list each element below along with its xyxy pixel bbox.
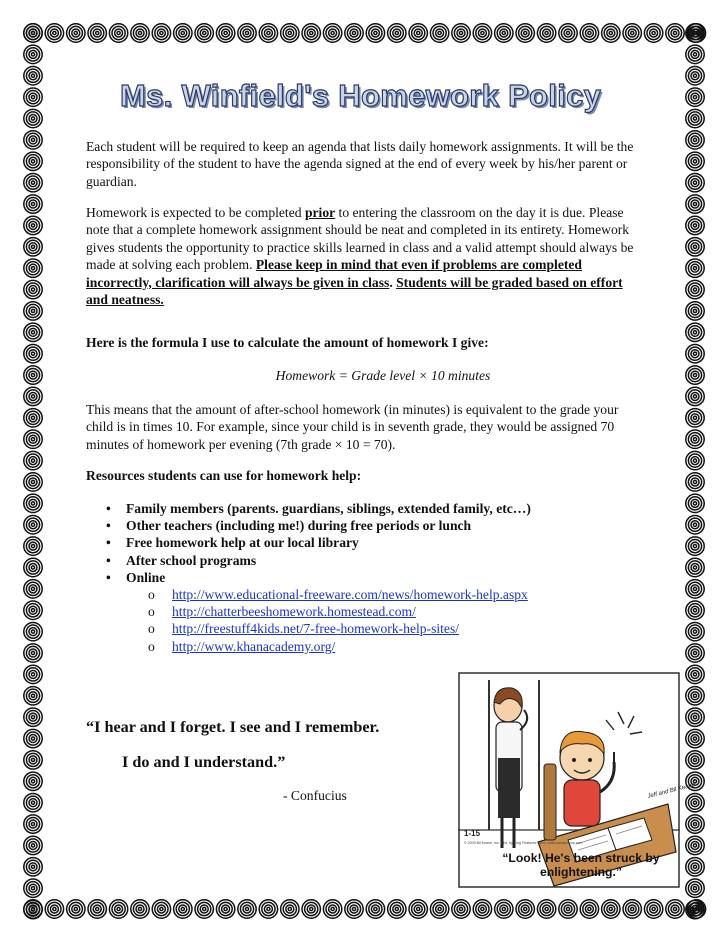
swirl-ornament — [24, 665, 42, 683]
swirl-ornament — [24, 879, 42, 897]
swirl-ornament — [602, 24, 620, 42]
swirl-ornament — [24, 302, 42, 320]
swirl-ornament — [24, 858, 42, 876]
link-freestuff4kids[interactable]: http://freestuff4kids.net/7-free-homework-help-sites/ — [172, 621, 460, 637]
formula-explanation-text: This means that the amount of after-school homework (in minutes) is equivalent to the grade your child is in times 10. For example, since your child is in seventh grade, they would be assigned 70 minutes of homework per evening (7th grade × 10 = 70). — [86, 402, 619, 452]
swirl-ornament — [24, 473, 42, 491]
swirl-border-top — [22, 22, 706, 44]
swirl-ornament — [366, 900, 384, 918]
list-item — [100, 552, 531, 569]
swirl-ornament — [388, 900, 406, 918]
swirl-ornament — [366, 24, 384, 42]
swirl-ornament — [302, 24, 320, 42]
swirl-ornament — [67, 24, 85, 42]
swirl-ornament — [24, 216, 42, 234]
homework-expectation-paragraph — [86, 204, 646, 308]
formula-intro — [86, 334, 646, 351]
swirl-ornament — [686, 537, 704, 555]
swirl-ornament — [24, 387, 42, 405]
swirl-ornament — [686, 302, 704, 320]
swirl-ornament — [686, 109, 704, 127]
resources-heading-text: Resources students can use for homework help: — [86, 468, 362, 483]
swirl-ornament — [24, 323, 42, 341]
swirl-ornament — [686, 793, 704, 811]
bullet-icon: • — [106, 535, 111, 551]
swirl-ornament — [24, 494, 42, 512]
swirl-ornament — [602, 900, 620, 918]
cartoon-copyright: © 2009 Bil Keane, Inc. Dist. by King Features Synd. www.familycircus.com — [464, 841, 583, 845]
swirl-ornament — [323, 900, 341, 918]
swirl-ornament — [666, 900, 684, 918]
swirl-ornament — [24, 580, 42, 598]
swirl-ornament — [24, 280, 42, 298]
link-educational-freeware[interactable]: http://www.educational-freeware.com/news/homework-help.aspx — [172, 587, 528, 603]
swirl-ornament — [24, 88, 42, 106]
swirl-ornament — [24, 793, 42, 811]
swirl-ornament — [24, 836, 42, 854]
swirl-ornament — [686, 580, 704, 598]
swirl-ornament — [409, 24, 427, 42]
swirl-border-left — [22, 22, 44, 920]
circle-bullet-icon: o — [148, 587, 155, 603]
swirl-ornament — [686, 815, 704, 833]
emphasis-period: . — [389, 274, 397, 290]
swirl-ornament — [24, 558, 42, 576]
swirl-ornament — [281, 24, 299, 42]
bullet-icon: • — [106, 501, 111, 516]
swirl-ornament — [686, 751, 704, 769]
swirl-ornament — [259, 900, 277, 918]
swirl-ornament — [686, 24, 704, 42]
link-chatterbees[interactable]: http://chatterbeeshomework.homestead.com/ — [172, 604, 416, 620]
swirl-ornament — [109, 24, 127, 42]
agenda-paragraph — [86, 138, 646, 190]
agenda-text: Each student will be required to keep an agenda that lists daily homework assignments. It will be the responsibility of the student to have the agenda signed at the end of every week by his/her parent or guardian. — [86, 139, 634, 189]
swirl-ornament — [24, 451, 42, 469]
swirl-ornament — [666, 24, 684, 42]
swirl-ornament — [516, 900, 534, 918]
swirl-ornament — [559, 900, 577, 918]
swirl-ornament — [686, 687, 704, 705]
swirl-ornament — [345, 900, 363, 918]
swirl-ornament — [24, 45, 42, 63]
swirl-ornament — [24, 195, 42, 213]
swirl-ornament — [409, 900, 427, 918]
swirl-ornament — [686, 665, 704, 683]
swirl-ornament — [216, 900, 234, 918]
resource-label: Online — [126, 569, 166, 585]
prior-emphasis: prior — [304, 205, 336, 220]
swirl-ornament — [686, 152, 704, 170]
circle-bullet-icon: o — [148, 604, 155, 620]
bullet-icon: • — [106, 518, 111, 534]
swirl-ornament — [24, 67, 42, 85]
swirl-ornament — [216, 24, 234, 42]
expectation-text — [86, 204, 646, 308]
swirl-ornament — [580, 900, 598, 918]
online-links-list — [126, 586, 531, 655]
swirl-ornament — [388, 24, 406, 42]
swirl-ornament — [24, 601, 42, 619]
swirl-ornament — [686, 88, 704, 106]
swirl-ornament — [495, 24, 513, 42]
swirl-ornament — [109, 900, 127, 918]
swirl-ornament — [686, 558, 704, 576]
swirl-ornament — [67, 900, 85, 918]
swirl-ornament — [24, 815, 42, 833]
list-item — [100, 534, 531, 551]
swirl-ornament — [24, 109, 42, 127]
swirl-ornament — [24, 751, 42, 769]
swirl-ornament — [537, 24, 555, 42]
bullet-icon: • — [106, 569, 111, 585]
swirl-ornament — [686, 858, 704, 876]
cartoon-caption: “Look! He's been struck by enlightening.” — [502, 851, 660, 879]
list-item — [126, 620, 531, 637]
swirl-ornament — [152, 900, 170, 918]
list-item — [126, 638, 531, 655]
swirl-ornament — [24, 537, 42, 555]
swirl-ornament — [24, 687, 42, 705]
swirl-ornament — [516, 24, 534, 42]
grading-emphasis: Students will be graded based on effort and neatness. — [86, 274, 623, 308]
swirl-ornament — [24, 152, 42, 170]
formula-explanation-paragraph — [86, 401, 646, 453]
swirl-ornament — [495, 900, 513, 918]
swirl-ornament — [24, 345, 42, 363]
swirl-ornament — [686, 879, 704, 897]
swirl-ornament — [430, 24, 448, 42]
swirl-ornament — [686, 430, 704, 448]
cartoon-signature: Jeff and Bil Keane — [647, 782, 696, 800]
swirl-ornament — [24, 430, 42, 448]
cartoon-date: 1-15 — [464, 829, 481, 838]
resource-label: After school programs — [126, 552, 257, 568]
swirl-ornament — [473, 900, 491, 918]
circle-bullet-icon: o — [148, 621, 155, 637]
swirl-ornament — [686, 494, 704, 512]
swirl-ornament — [24, 622, 42, 640]
swirl-ornament — [686, 323, 704, 341]
swirl-ornament — [131, 900, 149, 918]
formula-intro-text: Here is the formula I use to calculate the amount of homework I give: — [86, 335, 489, 350]
swirl-ornament — [174, 24, 192, 42]
resources-list — [100, 500, 531, 655]
formula-text: Homework = Grade level × 10 minutes — [275, 368, 491, 383]
swirl-ornament — [644, 900, 662, 918]
swirl-ornament — [323, 24, 341, 42]
list-item — [100, 500, 531, 517]
expectation-lead: Homework is expected to be completed — [86, 205, 305, 220]
swirl-ornament — [686, 387, 704, 405]
swirl-ornament — [45, 900, 63, 918]
swirl-ornament — [24, 708, 42, 726]
clarification-emphasis: Please keep in mind that even if problems are completed incorrectly, clarification will always be given in class — [86, 257, 582, 290]
homework-formula — [0, 368, 728, 384]
list-item — [100, 569, 531, 655]
swirl-ornament — [686, 45, 704, 63]
swirl-ornament — [686, 644, 704, 662]
swirl-ornament — [88, 24, 106, 42]
swirl-ornament — [24, 729, 42, 747]
swirl-border-bottom — [22, 898, 706, 920]
swirl-ornament — [644, 24, 662, 42]
swirl-ornament — [24, 131, 42, 149]
swirl-ornament — [430, 900, 448, 918]
swirl-ornament — [24, 259, 42, 277]
swirl-ornament — [131, 24, 149, 42]
list-item — [100, 517, 531, 534]
swirl-ornament — [24, 173, 42, 191]
swirl-ornament — [623, 24, 641, 42]
swirl-ornament — [686, 836, 704, 854]
swirl-ornament — [686, 473, 704, 491]
swirl-ornament — [452, 24, 470, 42]
quote-line-2: I do and I understand.” — [122, 753, 286, 771]
swirl-ornament — [686, 708, 704, 726]
list-item — [126, 603, 531, 620]
swirl-ornament — [152, 24, 170, 42]
quote-line-1: “I hear and I forget. I see and I remember. — [86, 718, 380, 736]
swirl-ornament — [302, 900, 320, 918]
swirl-ornament — [686, 409, 704, 427]
swirl-ornament — [580, 24, 598, 42]
swirl-ornament — [259, 24, 277, 42]
swirl-ornament — [45, 24, 63, 42]
swirl-ornament — [537, 900, 555, 918]
swirl-ornament — [623, 900, 641, 918]
swirl-ornament — [24, 772, 42, 790]
list-item — [126, 586, 531, 603]
swirl-ornament — [686, 67, 704, 85]
swirl-ornament — [686, 516, 704, 534]
expectation-rest: to entering the classroom on the day it is due. Please note that a complete homework assignment should be neat and completed in its entirety. Homework gives students the opportunity to practice skills learned in class and a valid attempt should always be made at solving each problem. — [86, 205, 634, 273]
swirl-ornament — [238, 900, 256, 918]
swirl-ornament — [686, 259, 704, 277]
swirl-ornament — [238, 24, 256, 42]
swirl-ornament — [452, 900, 470, 918]
resource-label: Family members (parents. guardians, siblings, extended family, etc…) — [126, 501, 531, 516]
quote-author: - Confucius — [283, 788, 347, 803]
swirl-ornament — [686, 601, 704, 619]
swirl-ornament — [24, 409, 42, 427]
link-khanacademy[interactable]: http://www.khanacademy.org/ — [172, 638, 336, 654]
bullet-icon: • — [106, 552, 111, 568]
swirl-ornament — [686, 173, 704, 191]
swirl-ornament — [473, 24, 491, 42]
swirl-ornament — [24, 24, 42, 42]
swirl-ornament — [686, 900, 704, 918]
swirl-ornament — [24, 900, 42, 918]
resource-label: Free homework help at our local library — [126, 535, 359, 551]
swirl-ornament — [174, 900, 192, 918]
swirl-ornament — [24, 238, 42, 256]
swirl-ornament — [24, 644, 42, 662]
circle-bullet-icon: o — [148, 638, 155, 654]
resources-heading — [86, 467, 646, 484]
swirl-ornament — [686, 195, 704, 213]
swirl-ornament — [559, 24, 577, 42]
swirl-ornament — [88, 900, 106, 918]
swirl-ornament — [686, 131, 704, 149]
swirl-ornament — [686, 280, 704, 298]
swirl-ornament — [686, 345, 704, 363]
swirl-ornament — [686, 451, 704, 469]
page-title: Ms. Winfield's Homework Policy — [120, 78, 602, 113]
swirl-ornament — [281, 900, 299, 918]
swirl-ornament — [686, 238, 704, 256]
swirl-ornament — [686, 622, 704, 640]
swirl-ornament — [686, 729, 704, 747]
swirl-ornament — [195, 24, 213, 42]
swirl-ornament — [24, 516, 42, 534]
swirl-ornament — [345, 24, 363, 42]
swirl-ornament — [195, 900, 213, 918]
resource-label: Other teachers (including me!) during free periods or lunch — [126, 518, 472, 534]
swirl-ornament — [686, 216, 704, 234]
